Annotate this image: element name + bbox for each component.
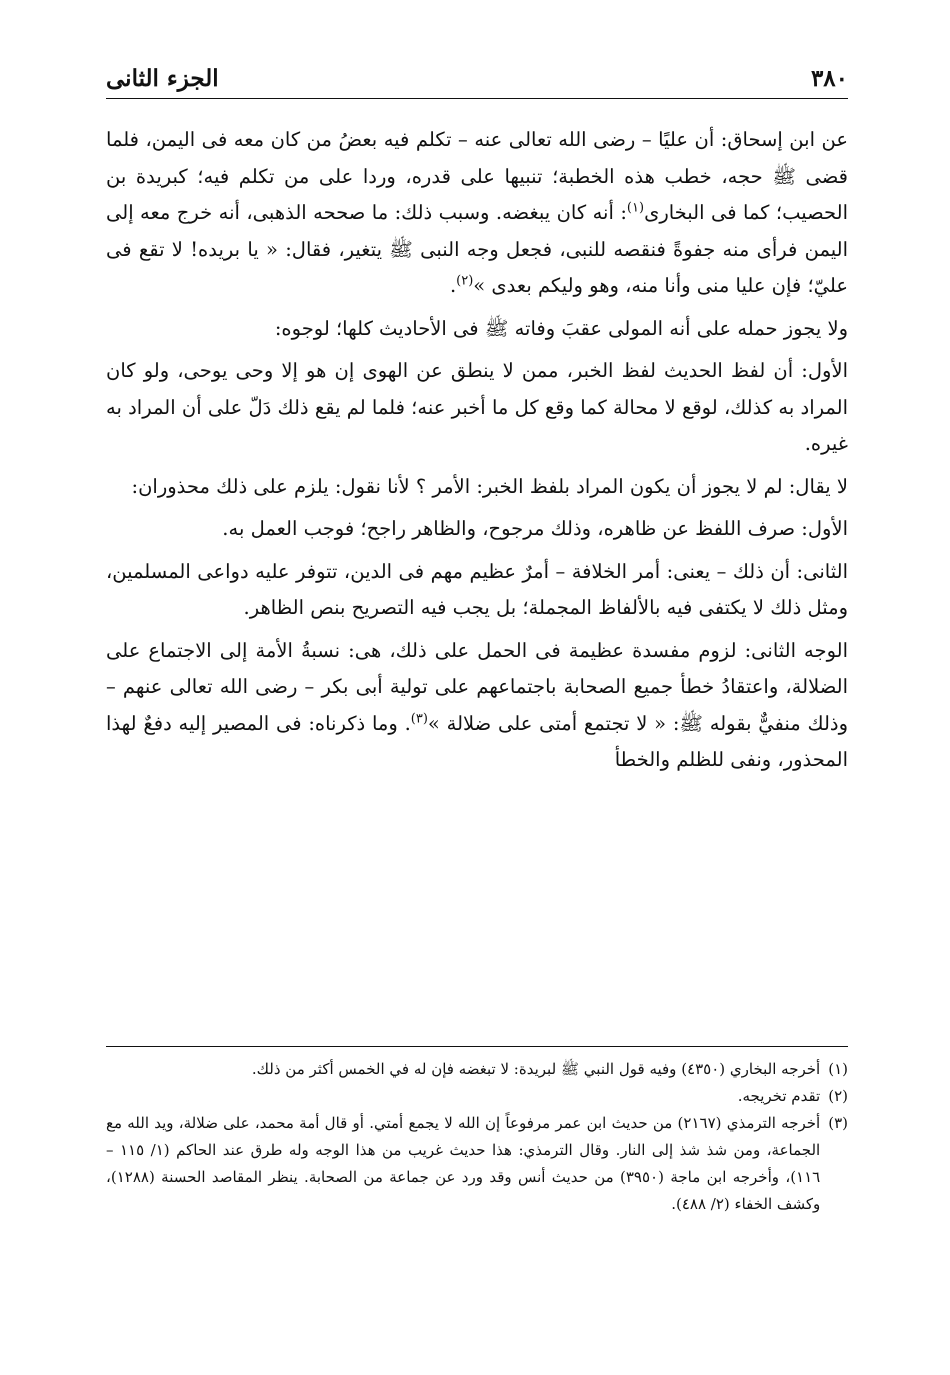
footnotes bbox=[106, 1056, 848, 1218]
paragraph: الأول: صرف اللفظ عن ظاهره، وذلك مرجوح، والظاهر راجح؛ فوجب العمل به. bbox=[222, 517, 848, 540]
paragraph: الثانى: أن ذلك – يعنى: أمر الخلافة – أمرٌ عظيم مهم فى الدين، تتوفر عليه دواعى المسلمين، ومثل ذلك لا يكتفى فيه بالألفاظ المجملة؛ بل يجب فيه التصريح بنص الظاهر. bbox=[106, 559, 848, 619]
paragraph: لا يقال: لم لا يجوز أن يكون المراد بلفظ الخبر: الأمر ؟ لأنا نقول: يلزم على ذلك محذوران: bbox=[131, 474, 848, 498]
footnote: (٢) تقدم تخريجه. bbox=[737, 1087, 848, 1105]
paragraph: ولا يجوز حمله على أنه المولى عقبَ وفاته ﷺ فى الأحاديث كلها؛ لوجوه: bbox=[274, 316, 848, 340]
page-number: ٣٨٠ bbox=[810, 65, 848, 92]
footnote: (٣) أخرجه الترمذي (٢١٦٧) من حديث ابن عمر مرفوعاً إن الله لا يجمع أمتي. أو قال أمة محمد، على ضلالة، ويد الله مع الجماعة، ومن شذ شذ إلى النار. وقال الترمذي: هذا حديث غريب من هذا الوجه وله طرق عند الحاكم (١/ ١١٥ – ١١٦)، وأخرجه ابن ماجة (٣٩٥٠) من حديث أنس وقد ورد عن جماعة من الصحابة. ينظر المقاصد الحسنة (١٢٨٨)، وكشف الخفاء (٢/ ٤٨٨). bbox=[106, 1114, 848, 1213]
page-header bbox=[106, 52, 848, 92]
paragraph: الأول: أن لفظ الحديث لفظ الخبر، ممن لا ينطق عن الهوى إن هو إلا وحى يوحى، ولو كان المراد به كذلك، لوقع لا محالة كما وقع كل ما أخبر عنه؛ فلما لم يقع ذلك دَلّ على أن المراد به غيره. bbox=[106, 359, 848, 455]
footnote: (١) أخرجه البخاري (٤٣٥٠) وفيه قول النبي ﷺ لبريدة: لا تبغضه فإن له في الخمس أكثر من ذلك. bbox=[251, 1060, 848, 1078]
header-rule bbox=[106, 98, 848, 99]
footnote-ref: (٣) bbox=[410, 711, 428, 726]
footnote-ref: (١) bbox=[626, 200, 645, 216]
section-title: الجزء الثانى bbox=[106, 65, 219, 92]
paragraph: عن ابن إسحاق: أن عليًا – رضى الله تعالى عنه – تكلم فيه بعضُ من كان معه فى اليمن، فلما قضى ﷺ حجه، خطب هذه الخطبة؛ تنبيها على قدره، وردا على من تكلم فيه؛ كبريدة بن الحصيب؛ كما فى البخارى$^{(١)}$: أنه كان يبغضه. وسبب ذلك: ما صححه الذهبى، أنه خرج معه إلى اليمن فرأى منه جفوةً فنقصه للنبى، فجعل وجه النبى ﷺ يتغير، فقال: « يا بريده! لا تقع فى عليّ؛ فإن عليا منى وأنا منه، وهو وليكم بعدى »$^{(٢)}$. bbox=[106, 128, 848, 297]
footnote-rule bbox=[106, 1046, 848, 1047]
paragraph: الوجه الثانى: لزوم مفسدة عظيمة فى الحمل على ذلك، هى: نسبةُ الأمة إلى الاجتماع على الضلالة، واعتقادُ خطأ جميع الصحابة باجتماعهم على تولية أبى بكر – رضى الله تعالى عنهم – وذلك منفيٌّ بقوله ﷺ: « لا تجتمع أمتى على ضلالة »$^{(٣)}$. وما ذكرناه: فى المصير إليه دفعٌ لهذا المحذور، ونفى للظلم والخطأ bbox=[106, 638, 849, 771]
footnote-ref: (٢) bbox=[456, 273, 474, 289]
book-page bbox=[106, 52, 849, 1213]
main-text bbox=[106, 122, 848, 785]
